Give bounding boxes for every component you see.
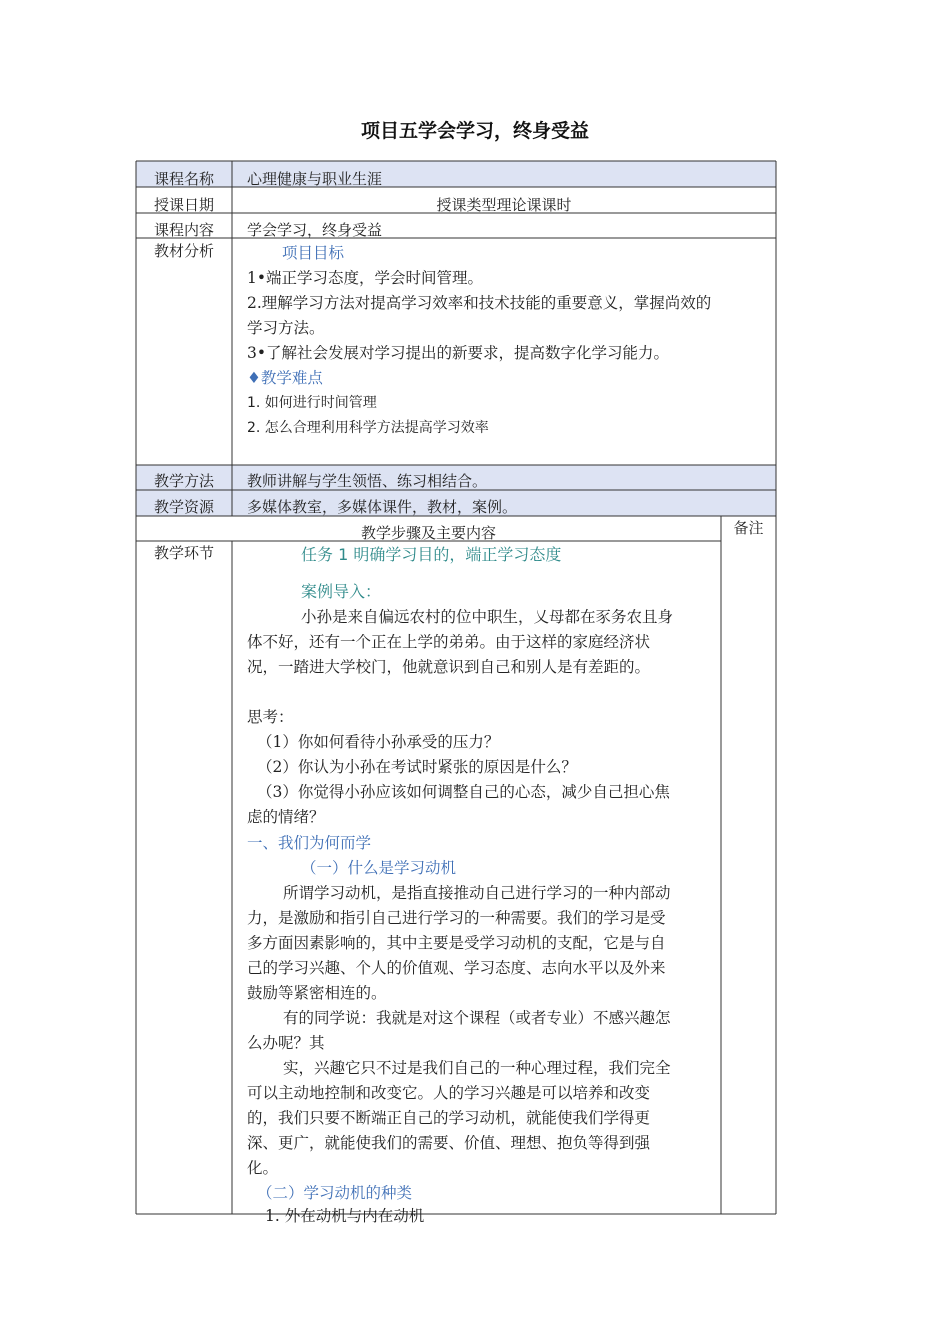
para3-line-2: 可以主动地控制和改变它。人的学习兴趣是可以培养和改变 <box>247 1084 651 1102</box>
goal-3: 3•了解社会发展对学习提出的新要求，提高数字化学习能力。 <box>247 344 670 362</box>
para1-line-1: 所谓学习动机，是指直接推动自己进行学习的一种内部动 <box>283 884 671 902</box>
page-title: 项目五学会学习，终身受益 <box>360 120 589 142</box>
difficulty-1: 1. 如何进行时间管理 <box>247 395 377 411</box>
case-line-3: 况，一踏进大学校门，他就意识到自己和别人是有差距的。 <box>247 658 651 676</box>
method-value: 教师讲解与学生领悟、练习相结合。 <box>247 472 488 490</box>
task-title: 任务 1 明确学习目的，端正学习态度 <box>301 545 562 564</box>
para1-line-3: 多方面因素影响的，其中主要是受学习动机的支配，它是与自 <box>247 934 666 952</box>
stage-label: 教学环节 <box>153 544 214 562</box>
case-line-2: 体不好，还有一个正在上学的弟弟。由于这样的家庭经济状 <box>247 633 651 651</box>
subsection-heading-1: （一）什么是学习动机 <box>301 859 457 877</box>
case-line-1: 小孙是来自偏远农村的位中职生，乂母都在豕务农且身 <box>301 608 674 626</box>
content-value: 学会学习，终身受益 <box>247 221 383 239</box>
goal-2: 2.理解学习方法对提高学习效率和技术技能的重要意义，掌握尚效的 <box>247 294 712 312</box>
para1-line-5: 鼓励等紧密相连的。 <box>247 984 387 1002</box>
cut-line-clip <box>247 1206 717 1225</box>
section-heading-1: 一、我们为何而学 <box>247 834 372 852</box>
steps-header: 教学步骤及主要内容 <box>360 524 496 542</box>
para1-line-4: 己的学习兴趣、个人的价值观、学习态度、志向水平以及外来 <box>247 959 666 977</box>
method-label: 教学方法 <box>153 472 214 490</box>
para1-line-2: 力，是激励和指引自己进行学习的一种需要。我们的学习是受 <box>247 909 666 927</box>
question-3: （3）你觉得小孙应该如何调整自己的心态，减少自己担心焦 <box>257 783 670 801</box>
para3-line-4: 深、更广，就能使我们的需要、价值、理想、抱负等得到强 <box>247 1134 651 1152</box>
analysis-label: 教材分析 <box>153 242 214 260</box>
question-1: （1）你如何看待小孙承受的压力？ <box>257 733 500 751</box>
difficulty-2: 2. 怎么合理利用科学方法提高学习效率 <box>247 420 489 436</box>
para3-line-5: 化。 <box>247 1159 279 1177</box>
resource-value: 多媒体教室，多媒体课件，教材，案例。 <box>247 498 518 516</box>
question-3-cont: 虑的情绪？ <box>247 808 325 826</box>
case-heading: 案例导入： <box>301 582 382 601</box>
course-name-value: 心理健康与职业生涯 <box>247 170 383 188</box>
subsection-heading-2: （二）学习动机的种类 <box>257 1184 413 1202</box>
date-value: 授课类型理论课课时 <box>436 196 572 214</box>
difficulty-heading: ♦教学难点 <box>247 369 323 387</box>
question-2: （2）你认为小孙在考试时紧张的原因是什么？ <box>257 758 577 776</box>
para2-line-2: 么办呢？其 <box>247 1034 325 1052</box>
para3-line-3: 的，我们只要不断端正自己的学习动机，就能使我们学得更 <box>247 1109 651 1127</box>
course-name-label: 课程名称 <box>153 170 214 188</box>
cut-line: 1. 外在动机与内在动机 <box>265 1207 425 1225</box>
goal-heading: 项目目标 <box>282 244 345 262</box>
goal-2-cont: 学习方法。 <box>247 319 325 337</box>
para2-line-1: 有的同学说：我就是对这个课程（或者专业）不感兴趣怎 <box>283 1009 671 1027</box>
content-label: 课程内容 <box>153 221 214 239</box>
date-label: 授课日期 <box>153 196 214 214</box>
resource-label: 教学资源 <box>153 498 214 516</box>
para3-line-1: 实，兴趣它只不过是我们自己的一种心理过程，我们完全 <box>283 1059 671 1077</box>
goal-1: 1•端正学习态度，学会时间管理。 <box>247 269 484 287</box>
remarks-header: 备注 <box>733 519 764 537</box>
think-heading: 思考： <box>247 708 294 726</box>
